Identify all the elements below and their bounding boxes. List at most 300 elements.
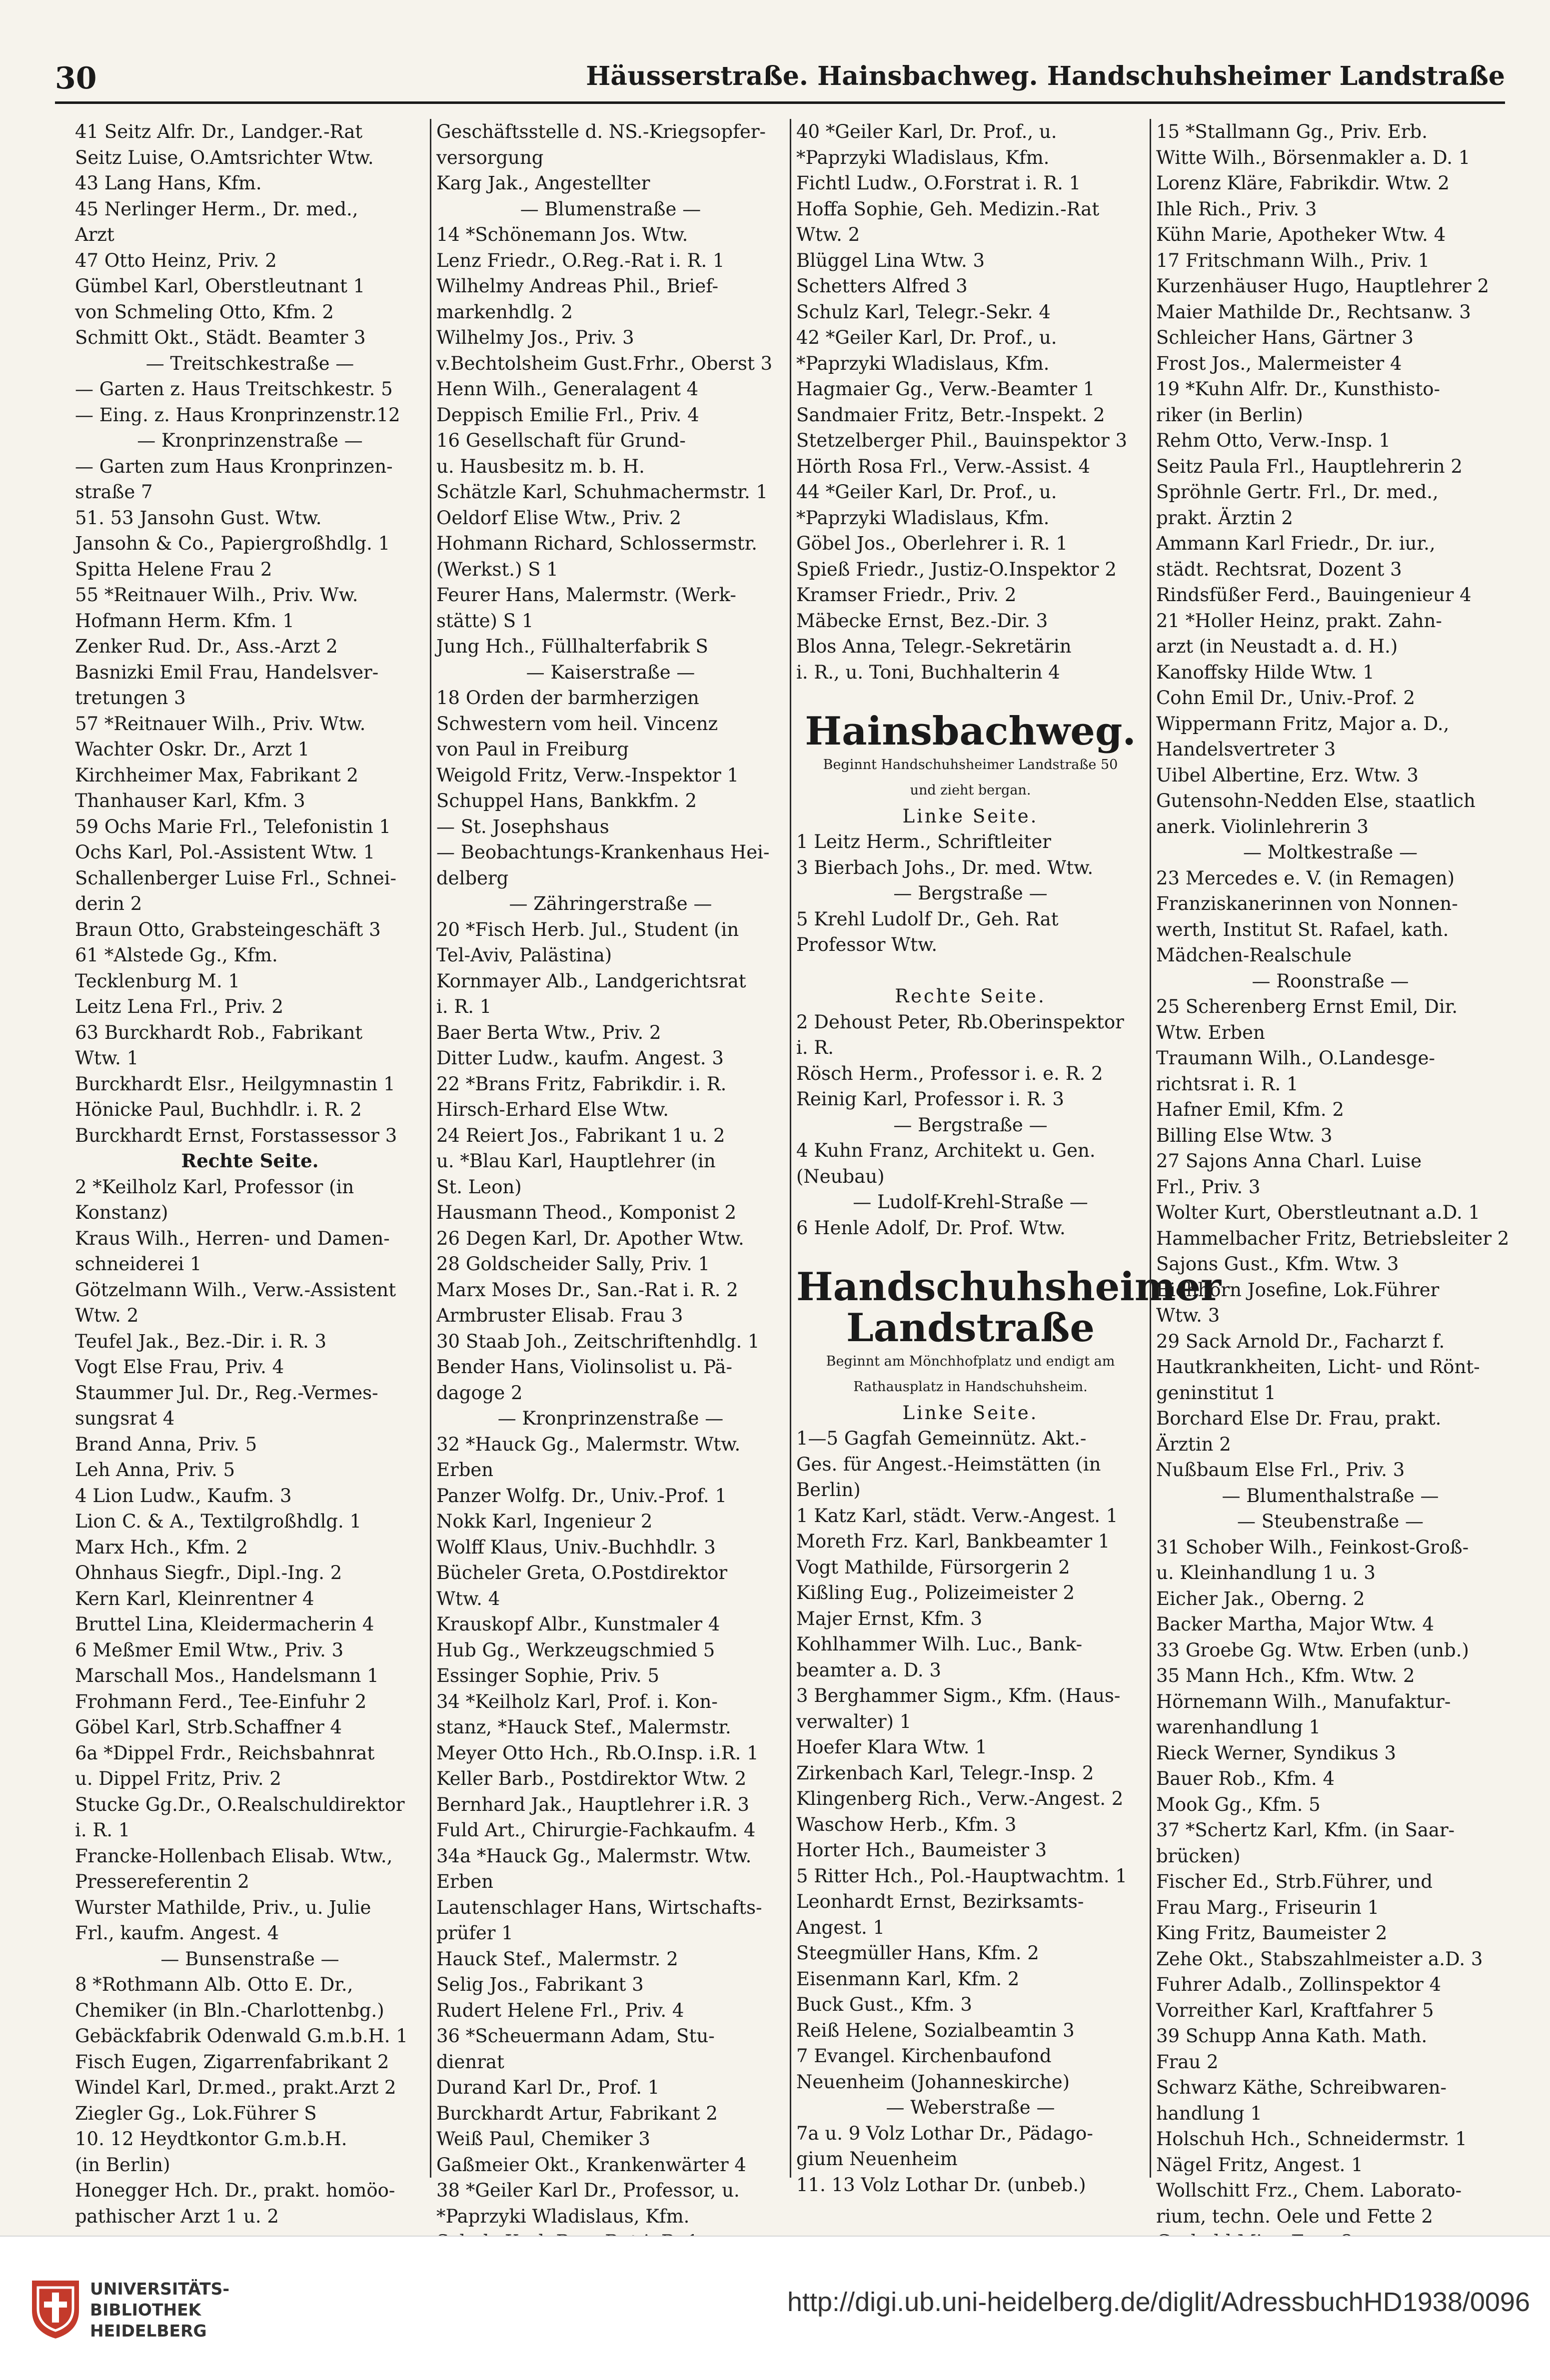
directory-entry: 26 Degen Karl, Dr. Apother Wtw. <box>436 1227 744 1249</box>
directory-entry: Wollschitt Frz., Chem. Laborato- <box>1156 2180 1462 2201</box>
directory-entry: 25 Scherenberg Ernst Emil, Dir. <box>1156 996 1458 1017</box>
directory-entry: prüfer 1 <box>436 1922 513 1944</box>
directory-entry: Frl., kaufm. Angest. 4 <box>75 1922 279 1944</box>
directory-entry: Sandmaier Fritz, Betr.-Inspekt. 2 <box>796 404 1105 426</box>
directory-entry: 17 Fritschmann Wilh., Priv. 1 <box>1156 249 1430 271</box>
directory-entry: Burckhardt Ernst, Forstassessor 3 <box>75 1124 397 1146</box>
directory-entry: 6a *Dippel Frdr., Reichsbahnrat <box>75 1742 375 1764</box>
directory-entry: Gebäckfabrik Odenwald G.m.b.H. 1 <box>75 2025 408 2047</box>
directory-entry: brücken) <box>1156 1845 1241 1867</box>
directory-entry: Wilhelmy Andreas Phil., Brief- <box>436 275 719 297</box>
directory-entry: 7 Evangel. Kirchenbaufond <box>796 2045 1052 2067</box>
side-heading: Linke Seite. <box>902 805 1039 827</box>
directory-entry: Jansohn & Co., Papiergroßhdlg. 1 <box>75 533 390 554</box>
directory-entry: Vogt Else Frau, Priv. 4 <box>75 1356 284 1378</box>
directory-entry: 15 *Stallmann Gg., Priv. Erb. <box>1156 121 1428 142</box>
directory-entry: warenhandlung 1 <box>1156 1716 1321 1738</box>
directory-entry: straße 7 <box>75 481 153 503</box>
cross-street: — Zähringerstraße — <box>509 893 712 914</box>
directory-entry: werth, Institut St. Rafael, kath. <box>1156 918 1449 940</box>
directory-entry: beamter a. D. 3 <box>796 1659 941 1681</box>
directory-entry: Schleicher Hans, Gärtner 3 <box>1156 327 1414 348</box>
directory-entry: 35 Mann Hch., Kfm. Wtw. 2 <box>1156 1665 1415 1686</box>
directory-entry: 39 Schupp Anna Kath. Math. <box>1156 2025 1428 2047</box>
directory-entry: 21 *Holler Heinz, prakt. Zahn- <box>1156 610 1442 632</box>
directory-entry: 33 Groebe Gg. Wtw. Erben (unb.) <box>1156 1639 1469 1661</box>
directory-entry: u. *Blau Karl, Hauptlehrer (in <box>436 1150 716 1172</box>
directory-entry: Keller Barb., Postdirektor Wtw. 2 <box>436 1768 747 1789</box>
directory-entry: Mook Gg., Kfm. 5 <box>1156 1793 1321 1815</box>
cross-street: — Roonstraße — <box>1252 970 1409 992</box>
directory-entry: Hub Gg., Werkzeugschmied 5 <box>436 1639 715 1661</box>
directory-entry: 2 *Keilholz Karl, Professor (in <box>75 1176 354 1198</box>
directory-entry: Hirsch-Erhard Else Wtw. <box>436 1099 669 1120</box>
directory-entry: Reinig Karl, Professor i. R. 3 <box>796 1088 1064 1110</box>
directory-entry: Francke-Hollenbach Elisab. Wtw., <box>75 1845 393 1867</box>
directory-entry: — Garten z. Haus Treitschkestr. 5 <box>75 378 393 400</box>
street-description: Rathausplatz in Handschuhsheim. <box>853 1379 1088 1395</box>
directory-entry: Eicher Jak., Oberng. 2 <box>1156 1587 1365 1609</box>
directory-entry: Braun Otto, Grabsteingeschäft 3 <box>75 918 381 940</box>
directory-entry: Hafner Emil, Kfm. 2 <box>1156 1099 1344 1120</box>
directory-entry: 6 Henle Adolf, Dr. Prof. Wtw. <box>796 1217 1066 1239</box>
directory-entry: tretungen 3 <box>75 687 186 709</box>
directory-entry: 44 *Geiler Karl, Dr. Prof., u. <box>796 481 1057 503</box>
directory-entry: handlung 1 <box>1156 2102 1262 2124</box>
directory-entry: Wolter Kurt, Oberstleutnant a.D. 1 <box>1156 1202 1481 1223</box>
directory-entry: Deppisch Emilie Frl., Priv. 4 <box>436 404 699 426</box>
directory-entry: Kühn Marie, Apotheker Wtw. 4 <box>1156 224 1446 245</box>
directory-entry: Kornmayer Alb., Landgerichtsrat <box>436 970 746 992</box>
directory-entry: riker (in Berlin) <box>1156 404 1303 426</box>
cross-street: — Treitschkestraße — <box>145 352 354 374</box>
directory-entry: Selig Jos., Fabrikant 3 <box>436 1974 644 1995</box>
directory-entry: 24 Reiert Jos., Fabrikant 1 u. 2 <box>436 1124 725 1146</box>
directory-entry: Hörth Rosa Frl., Verw.-Assist. 4 <box>796 455 1091 477</box>
directory-entry: Hofmann Herm. Kfm. 1 <box>75 610 294 632</box>
directory-entry: Schmitt Okt., Städt. Beamter 3 <box>75 327 366 348</box>
directory-entry: Teufel Jak., Bez.-Dir. i. R. 3 <box>75 1330 327 1352</box>
directory-entry: Hörnemann Wilh., Manufaktur- <box>1156 1690 1451 1712</box>
directory-entry: King Fritz, Baumeister 2 <box>1156 1922 1388 1944</box>
directory-entry: 41 Seitz Alfr. Dr., Landger.-Rat <box>75 121 363 142</box>
directory-entry: — St. Josephshaus <box>436 815 609 837</box>
directory-entry: 29 Sack Arnold Dr., Facharzt f. <box>1156 1330 1445 1352</box>
directory-entry: Henn Wilh., Generalagent 4 <box>436 378 699 400</box>
directory-entry: Neuenheim (Johanneskirche) <box>796 2071 1070 2093</box>
directory-entry: Geschäftsstelle d. NS.-Kriegsopfer- <box>436 121 766 142</box>
directory-entry: prakt. Ärztin 2 <box>1156 507 1293 529</box>
directory-entry: Pressereferentin 2 <box>75 1871 249 1892</box>
side-heading: Rechte Seite. <box>895 985 1046 1007</box>
directory-entry: 59 Ochs Marie Frl., Telefonistin 1 <box>75 815 391 837</box>
directory-entry: 27 Sajons Anna Charl. Luise <box>1156 1150 1422 1172</box>
directory-entry: i. R., u. Toni, Buchhalterin 4 <box>796 661 1060 683</box>
directory-entry: Cohn Emil Dr., Univ.-Prof. 2 <box>1156 687 1416 709</box>
directory-entry: von Schmeling Otto, Kfm. 2 <box>75 301 334 323</box>
directory-entry: Wtw. Erben <box>1156 1021 1265 1043</box>
directory-entry: Blüggel Lina Wtw. 3 <box>796 249 985 271</box>
library-footer <box>0 2236 1550 2380</box>
directory-entry: Steegmüller Hans, Kfm. 2 <box>796 1942 1039 1964</box>
directory-entry: i. R. <box>796 1037 834 1058</box>
directory-entry: 47 Otto Heinz, Priv. 2 <box>75 249 277 271</box>
directory-entry: Ohnhaus Siegfr., Dipl.-Ing. 2 <box>75 1562 342 1584</box>
directory-entry: *Paprzyki Wladislaus, Kfm. <box>796 507 1050 529</box>
directory-entry: Blos Anna, Telegr.-Sekretärin <box>796 636 1072 657</box>
directory-entry: versorgung <box>436 146 544 168</box>
directory-entry: Kanoffsky Hilde Wtw. 1 <box>1156 661 1375 683</box>
directory-entry: Bauer Rob., Kfm. 4 <box>1156 1768 1335 1789</box>
directory-entry: Franziskanerinnen von Nonnen- <box>1156 893 1458 914</box>
directory-entry: Wachter Oskr. Dr., Arzt 1 <box>75 739 310 760</box>
directory-entry: Kißling Eug., Polizeimeister 2 <box>796 1582 1075 1603</box>
directory-entry: Moreth Frz. Karl, Bankbeamter 1 <box>796 1531 1110 1552</box>
directory-entry: Frohmann Ferd., Tee-Einfuhr 2 <box>75 1690 367 1712</box>
directory-entry: 40 *Geiler Karl, Dr. Prof., u. <box>796 121 1057 142</box>
cross-street: — Weberstraße — <box>886 2097 1055 2118</box>
directory-entry: 31 Schober Wilh., Feinkost-Groß- <box>1156 1536 1469 1558</box>
directory-column-2 <box>430 119 790 2227</box>
directory-entry: stätte) S 1 <box>436 610 534 632</box>
directory-column-4 <box>1150 119 1510 2227</box>
directory-entry: Weigold Fritz, Verw.-Inspektor 1 <box>436 764 739 786</box>
directory-entry: Fischer Ed., Strb.Führer, und <box>1156 1871 1433 1892</box>
directory-entry: Wippermann Fritz, Major a. D., <box>1156 713 1450 735</box>
directory-entry: Tecklenburg M. 1 <box>75 970 240 992</box>
directory-entry: 63 Burckhardt Rob., Fabrikant <box>75 1021 363 1043</box>
directory-entry: 4 Kuhn Franz, Architekt u. Gen. <box>796 1140 1096 1161</box>
directory-entry: Frost Jos., Malermeister 4 <box>1156 352 1402 374</box>
directory-entry: richtsrat i. R. 1 <box>1156 1073 1299 1095</box>
directory-entry: Kurzenhäuser Hugo, Hauptlehrer 2 <box>1156 275 1490 297</box>
cross-street: — Bunsenstraße — <box>160 1948 339 1970</box>
side-heading: Linke Seite. <box>902 1402 1039 1424</box>
cross-street: — Kronprinzenstraße — <box>137 430 363 451</box>
directory-entry: Jung Hch., Füllhalterfabrik S <box>436 636 708 657</box>
directory-entry: Staummer Jul. Dr., Reg.-Vermes- <box>75 1382 378 1404</box>
directory-entry: Schuppel Hans, Bankkfm. 2 <box>436 790 697 811</box>
directory-entry: Zenker Rud. Dr., Ass.-Arzt 2 <box>75 636 338 657</box>
directory-entry: Oeldorf Elise Wtw., Priv. 2 <box>436 507 681 529</box>
cross-street: — Kaiserstraße — <box>526 661 695 683</box>
directory-entry: Brand Anna, Priv. 5 <box>75 1433 257 1455</box>
side-heading: Rechte Seite. <box>181 1150 319 1172</box>
directory-entry: 37 *Schertz Karl, Kfm. (in Saar- <box>1156 1819 1455 1841</box>
directory-column-1 <box>70 119 430 2227</box>
street-heading: Handschuhsheimer <box>796 1264 1222 1310</box>
directory-entry: 38 *Geiler Karl Dr., Professor, u. <box>436 2180 740 2201</box>
cross-street: — Moltkestraße — <box>1243 841 1418 863</box>
directory-entry: 3 Berghammer Sigm., Kfm. (Haus- <box>796 1685 1121 1706</box>
directory-entry: 1 Leitz Herm., Schriftleiter <box>796 831 1051 852</box>
directory-entry: Krauskopf Albr., Kunstmaler 4 <box>436 1613 720 1635</box>
directory-entry: 4 Lion Ludw., Kaufm. 3 <box>75 1485 292 1507</box>
running-title: Häusserstraße. Hainsbachweg. Handschuhsheimer Landstraße <box>586 61 1505 91</box>
directory-entry: Backer Martha, Major Wtw. 4 <box>1156 1613 1435 1635</box>
directory-entry: 43 Lang Hans, Kfm. <box>75 172 262 194</box>
directory-entry: Lorenz Kläre, Fabrikdir. Wtw. 2 <box>1156 172 1450 194</box>
directory-entry: von Paul in Freiburg <box>436 739 629 760</box>
directory-entry: 3 Bierbach Johs., Dr. med. Wtw. <box>796 856 1094 878</box>
directory-entry: Weiß Paul, Chemiker 3 <box>436 2128 650 2150</box>
directory-entry: 42 *Geiler Karl, Dr. Prof., u. <box>796 327 1057 348</box>
spacer <box>796 958 1145 984</box>
cross-street: — Ludolf-Krehl-Straße — <box>853 1191 1088 1213</box>
directory-entry: 28 Goldscheider Sally, Priv. 1 <box>436 1253 710 1275</box>
directory-entry: i. R. 1 <box>436 996 492 1017</box>
directory-entry: Erben <box>436 1871 494 1892</box>
directory-entry: 57 *Reitnauer Wilh., Priv. Wtw. <box>75 713 366 735</box>
library-name-line: HEIDELBERG <box>90 2321 207 2341</box>
directory-entry: Ditter Ludw., kaufm. Angest. 3 <box>436 1047 724 1069</box>
directory-entry: Ziegler Gg., Lok.Führer S <box>75 2102 317 2124</box>
directory-entry: Lion C. & A., Textilgroßhdlg. 1 <box>75 1511 362 1532</box>
directory-entry: 6 Meßmer Emil Wtw., Priv. 3 <box>75 1639 344 1661</box>
directory-entry: rium, techn. Oele und Fette 2 <box>1156 2205 1433 2227</box>
directory-entry: verwalter) 1 <box>796 1710 912 1732</box>
directory-entry: — Beobachtungs-Krankenhaus Hei- <box>436 841 770 863</box>
directory-entry: Burckhardt Elsr., Heilgymnastin 1 <box>75 1073 395 1095</box>
directory-entry: 22 *Brans Fritz, Fabrikdir. i. R. <box>436 1073 727 1095</box>
directory-entry: Ihle Rich., Priv. 3 <box>1156 198 1317 220</box>
directory-entry: 45 Nerlinger Herm., Dr. med., <box>75 198 358 220</box>
directory-entry: Lenz Friedr., O.Reg.-Rat i. R. 1 <box>436 249 725 271</box>
directory-entry: Handelsvertreter 3 <box>1156 739 1336 760</box>
directory-entry: Wolff Klaus, Univ.-Buchhdlr. 3 <box>436 1536 716 1558</box>
directory-entry: Burckhardt Artur, Fabrikant 2 <box>436 2102 718 2124</box>
directory-entry: *Paprzyki Wladislaus, Kfm. <box>796 352 1050 374</box>
directory-entry: Karg Jak., Angestellter <box>436 172 650 194</box>
directory-entry: 1 Katz Karl, städt. Verw.-Angest. 1 <box>796 1505 1118 1527</box>
directory-entry: Honegger Hch. Dr., prakt. homöo- <box>75 2180 395 2201</box>
directory-entry: 19 *Kuhn Alfr. Dr., Kunsthisto- <box>1156 378 1441 400</box>
directory-entry: Zirkenbach Karl, Telegr.-Insp. 2 <box>796 1762 1094 1784</box>
directory-entry: Zehe Okt., Stabszahlmeister a.D. 3 <box>1156 1948 1483 1970</box>
directory-entry: Gümbel Karl, Oberstleutnant 1 <box>75 275 365 297</box>
directory-entry: Göbel Karl, Strb.Schaffner 4 <box>75 1716 342 1738</box>
directory-entry: Chemiker (in Bln.-Charlottenbg.) <box>75 1999 384 2021</box>
directory-entry: Rindsfüßer Ferd., Bauingenieur 4 <box>1156 584 1472 606</box>
directory-entry: Eisenmann Karl, Kfm. 2 <box>796 1968 1020 1990</box>
directory-entry: 23 Mercedes e. V. (in Remagen) <box>1156 867 1455 889</box>
directory-entry: Hoefer Klara Wtw. 1 <box>796 1736 987 1758</box>
directory-entry: Spieß Friedr., Justiz-O.Inspektor 2 <box>796 558 1117 580</box>
page-header <box>55 56 1505 104</box>
directory-entry: Bücheler Greta, O.Postdirektor <box>436 1562 728 1584</box>
directory-entry: Seitz Paula Frl., Hauptlehrerin 2 <box>1156 455 1463 477</box>
directory-entry: Arzt <box>75 224 114 245</box>
directory-entry: markenhdlg. 2 <box>436 301 573 323</box>
directory-entry: Vogt Mathilde, Fürsorgerin 2 <box>796 1556 1070 1578</box>
directory-entry: Hoffa Sophie, Geh. Medizin.-Rat <box>796 198 1100 220</box>
directory-entry: 5 Ritter Hch., Pol.-Hauptwachtm. 1 <box>796 1865 1127 1887</box>
directory-entry: Seitz Luise, O.Amtsrichter Wtw. <box>75 146 374 168</box>
directory-entry: Fichtl Ludw., O.Forstrat i. R. 1 <box>796 172 1081 194</box>
directory-entry: 1—5 Gagfah Gemeinnütz. Akt.- <box>796 1428 1087 1449</box>
directory-entry: Sajons Gust., Kfm. Wtw. 3 <box>1156 1253 1399 1275</box>
directory-entry: u. Kleinhandlung 1 u. 3 <box>1156 1562 1376 1584</box>
directory-entry: Stetzelberger Phil., Bauinspektor 3 <box>796 430 1128 451</box>
street-description: Beginnt am Mönchhofplatz und endigt am <box>826 1353 1115 1369</box>
directory-entry: Vorreither Karl, Kraftfahrer 5 <box>1156 1999 1434 2021</box>
directory-entry: Maier Mathilde Dr., Rechtsanw. 3 <box>1156 301 1471 323</box>
street-heading: Landstraße <box>846 1305 1095 1351</box>
directory-entry: St. Leon) <box>436 1176 522 1198</box>
directory-entry: Armbruster Elisab. Frau 3 <box>436 1305 683 1326</box>
directory-entry: Buck Gust., Kfm. 3 <box>796 1994 972 2015</box>
directory-entry: u. Dippel Fritz, Priv. 2 <box>75 1768 281 1789</box>
directory-entry: Nägel Fritz, Angest. 1 <box>1156 2154 1363 2176</box>
directory-entry: Gaßmeier Okt., Krankenwärter 4 <box>436 2154 746 2176</box>
directory-entry: 30 Staab Joh., Zeitschriftenhdlg. 1 <box>436 1330 760 1352</box>
directory-entry: Lautenschlager Hans, Wirtschafts- <box>436 1896 762 1918</box>
directory-entry: Nokk Karl, Ingenieur 2 <box>436 1511 653 1532</box>
directory-entry: delberg <box>436 867 509 889</box>
directory-entry: arzt (in Neustadt a. d. H.) <box>1156 636 1398 657</box>
directory-entry: Rehm Otto, Verw.-Insp. 1 <box>1156 430 1391 451</box>
directory-entry: stanz, *Hauck Stef., Malermstr. <box>436 1716 731 1738</box>
directory-entry: 16 Gesellschaft für Grund- <box>436 430 686 451</box>
directory-entry: Wurster Mathilde, Priv., u. Julie <box>75 1896 371 1918</box>
directory-entry: Schallenberger Luise Frl., Schnei- <box>75 867 396 889</box>
directory-entry: Leonhardt Ernst, Bezirksamts- <box>796 1891 1084 1912</box>
directory-entry: Frau Marg., Friseurin 1 <box>1156 1896 1380 1918</box>
directory-entry: (Werkst.) S 1 <box>436 558 558 580</box>
directory-entry: Kirchheimer Max, Fabrikant 2 <box>75 764 358 786</box>
directory-entry: Basnizki Emil Frau, Handelsver- <box>75 661 379 683</box>
directory-entry: Konstanz) <box>75 1202 168 1223</box>
directory-entry: 51. 53 Jansohn Gust. Wtw. <box>75 507 322 529</box>
directory-entry: Hauck Stef., Malermstr. 2 <box>436 1948 678 1970</box>
cross-street: — Bergstraße — <box>893 882 1048 904</box>
directory-entry: anerk. Violinlehrerin 3 <box>1156 815 1369 837</box>
directory-entry: Horter Hch., Baumeister 3 <box>796 1839 1047 1861</box>
library-name-line: UNIVERSITÄTS- <box>90 2279 230 2299</box>
directory-entry: 34 *Keilholz Karl, Prof. i. Kon- <box>436 1690 718 1712</box>
university-seal-icon <box>28 2276 83 2341</box>
directory-entry: schneiderei 1 <box>75 1253 202 1275</box>
directory-entry: Traumann Wilh., O.Landesge- <box>1156 1047 1436 1069</box>
directory-entry: Majer Ernst, Kfm. 3 <box>796 1607 983 1629</box>
directory-entry: (in Berlin) <box>75 2154 170 2176</box>
directory-entry: 14 *Schönemann Jos. Wtw. <box>436 224 688 245</box>
spacer <box>796 1241 1145 1267</box>
directory-entry: Hagmaier Gg., Verw.-Beamter 1 <box>796 378 1095 400</box>
directory-entry: Wtw. 1 <box>75 1047 139 1069</box>
directory-entry: Ochs Karl, Pol.-Assistent Wtw. 1 <box>75 841 375 863</box>
directory-entry: Rösch Herm., Professor i. e. R. 2 <box>796 1062 1103 1084</box>
directory-entry: 10. 12 Heydtkontor G.m.b.H. <box>75 2128 347 2150</box>
directory-entry: Feurer Hans, Malermstr. (Werk- <box>436 584 736 606</box>
directory-entry: Fuld Art., Chirurgie-Fachkaufm. 4 <box>436 1819 756 1841</box>
directory-entry: Leitz Lena Frl., Priv. 2 <box>75 996 284 1017</box>
directory-entry: *Paprzyki Wladislaus, Kfm. <box>436 2205 690 2227</box>
library-name <box>90 2279 229 2342</box>
directory-entry: Bernhard Jak., Hauptlehrer i.R. 3 <box>436 1793 750 1815</box>
directory-entry: u. Hausbesitz m. b. H. <box>436 455 645 477</box>
directory-entry: Borchard Else Dr. Frau, prakt. <box>1156 1408 1442 1429</box>
directory-entry: Marx Moses Dr., San.-Rat i. R. 2 <box>436 1279 738 1301</box>
directory-entry: Schwestern vom heil. Vincenz <box>436 713 718 735</box>
directory-entry: Götzelmann Wilh., Verw.-Assistent <box>75 1279 396 1301</box>
directory-entry: Reiß Helene, Sozialbeamtin 3 <box>796 2019 1075 2041</box>
directory-entry: 32 *Hauck Gg., Malermstr. Wtw. <box>436 1433 741 1455</box>
cross-street: — Steubenstraße — <box>1237 1511 1424 1532</box>
directory-entry: Fisch Eugen, Zigarrenfabrikant 2 <box>75 2051 389 2073</box>
street-description: und zieht bergan. <box>910 783 1031 798</box>
directory-entry: pathischer Arzt 1 u. 2 <box>75 2205 279 2227</box>
cross-street: — Blumenthalstraße — <box>1222 1485 1439 1507</box>
directory-entry: Hohmann Richard, Schlossermstr. <box>436 533 758 554</box>
directory-entry: Leh Anna, Priv. 5 <box>75 1459 235 1481</box>
directory-entry: Kern Karl, Kleinrentner 4 <box>75 1587 314 1609</box>
directory-entry: Frau 2 <box>1156 2051 1219 2073</box>
directory-entry: Panzer Wolfg. Dr., Univ.-Prof. 1 <box>436 1485 727 1507</box>
directory-entry: Kramser Friedr., Priv. 2 <box>796 584 1017 606</box>
directory-entry: Hammelbacher Fritz, Betriebsleiter 2 <box>1156 1227 1510 1249</box>
cross-street: — Blumenstraße — <box>520 198 701 220</box>
directory-entry: Schetters Alfred 3 <box>796 275 968 297</box>
directory-entry: i. R. 1 <box>75 1819 130 1841</box>
source-url[interactable]: http://digi.ub.uni-heidelberg.de/diglit/AdressbuchHD1938/0096 <box>787 2287 1530 2317</box>
directory-entry: Frl., Priv. 3 <box>1156 1176 1261 1198</box>
directory-entry: Hönicke Paul, Buchhdlr. i. R. 2 <box>75 1099 362 1120</box>
directory-entry: — Eing. z. Haus Kronprinzenstr.12 <box>75 404 400 426</box>
directory-entry: Essinger Sophie, Priv. 5 <box>436 1665 660 1686</box>
directory-entry: Klingenberg Rich., Verw.-Angest. 2 <box>796 1788 1124 1809</box>
directory-entry: Marschall Mos., Handelsmann 1 <box>75 1665 379 1686</box>
directory-entry: Spitta Helene Frau 2 <box>75 558 272 580</box>
directory-entry: Göbel Jos., Oberlehrer i. R. 1 <box>796 533 1068 554</box>
directory-entry: v.Bechtolsheim Gust.Frhr., Oberst 3 <box>436 352 773 374</box>
spacer <box>796 685 1145 711</box>
directory-entry: Mädchen-Realschule <box>1156 944 1352 966</box>
directory-entry: (Neubau) <box>796 1165 885 1187</box>
directory-entry: 20 *Fisch Herb. Jul., Student (in <box>436 918 739 940</box>
directory-entry: Bruttel Lina, Kleidermacherin 4 <box>75 1613 374 1635</box>
directory-entry: Wtw. 4 <box>436 1587 500 1609</box>
directory-entry: Ges. für Angest.-Heimstätten (in <box>796 1453 1101 1475</box>
street-heading: Hainsbachweg. <box>805 708 1136 754</box>
directory-entry: Spröhnle Gertr. Frl., Dr. med., <box>1156 481 1439 503</box>
directory-entry: 5 Krehl Ludolf Dr., Geh. Rat <box>796 908 1059 930</box>
directory-entry: Berlin) <box>796 1479 861 1501</box>
directory-columns <box>70 119 1510 2227</box>
directory-entry: Wtw. 3 <box>1156 1305 1220 1326</box>
directory-entry: Rudert Helene Frl., Priv. 4 <box>436 1999 684 2021</box>
directory-entry: derin 2 <box>75 893 142 914</box>
directory-entry: städt. Rechtsrat, Dozent 3 <box>1156 558 1402 580</box>
library-name-line: BIBLIOTHEK <box>90 2300 201 2320</box>
directory-entry: Professor Wtw. <box>796 934 938 955</box>
directory-entry: Nußbaum Else Frl., Priv. 3 <box>1156 1459 1405 1481</box>
directory-entry: geninstitut 1 <box>1156 1382 1276 1404</box>
directory-entry: Kraus Wilh., Herren- und Damen- <box>75 1227 390 1249</box>
directory-entry: 2 Dehoust Peter, Rb.Oberinspektor <box>796 1011 1124 1033</box>
directory-entry: Durand Karl Dr., Prof. 1 <box>436 2077 660 2098</box>
directory-entry: Thanhauser Karl, Kfm. 3 <box>75 790 305 811</box>
directory-entry: 11. 13 Volz Lothar Dr. (unbeb.) <box>796 2174 1086 2196</box>
directory-entry: Holschuh Hch., Schneidermstr. 1 <box>1156 2128 1467 2150</box>
directory-entry: Ammann Karl Friedr., Dr. iur., <box>1156 533 1436 554</box>
directory-entry: Bender Hans, Violinsolist u. Pä- <box>436 1356 732 1378</box>
directory-entry: Rieck Werner, Syndikus 3 <box>1156 1742 1397 1764</box>
directory-entry: 55 *Reitnauer Wilh., Priv. Ww. <box>75 584 358 606</box>
directory-entry: dienrat <box>436 2051 504 2073</box>
directory-entry: Witte Wilh., Börsenmakler a. D. 1 <box>1156 146 1471 168</box>
directory-entry: Kohlhammer Wilh. Luc., Bank- <box>796 1633 1083 1655</box>
